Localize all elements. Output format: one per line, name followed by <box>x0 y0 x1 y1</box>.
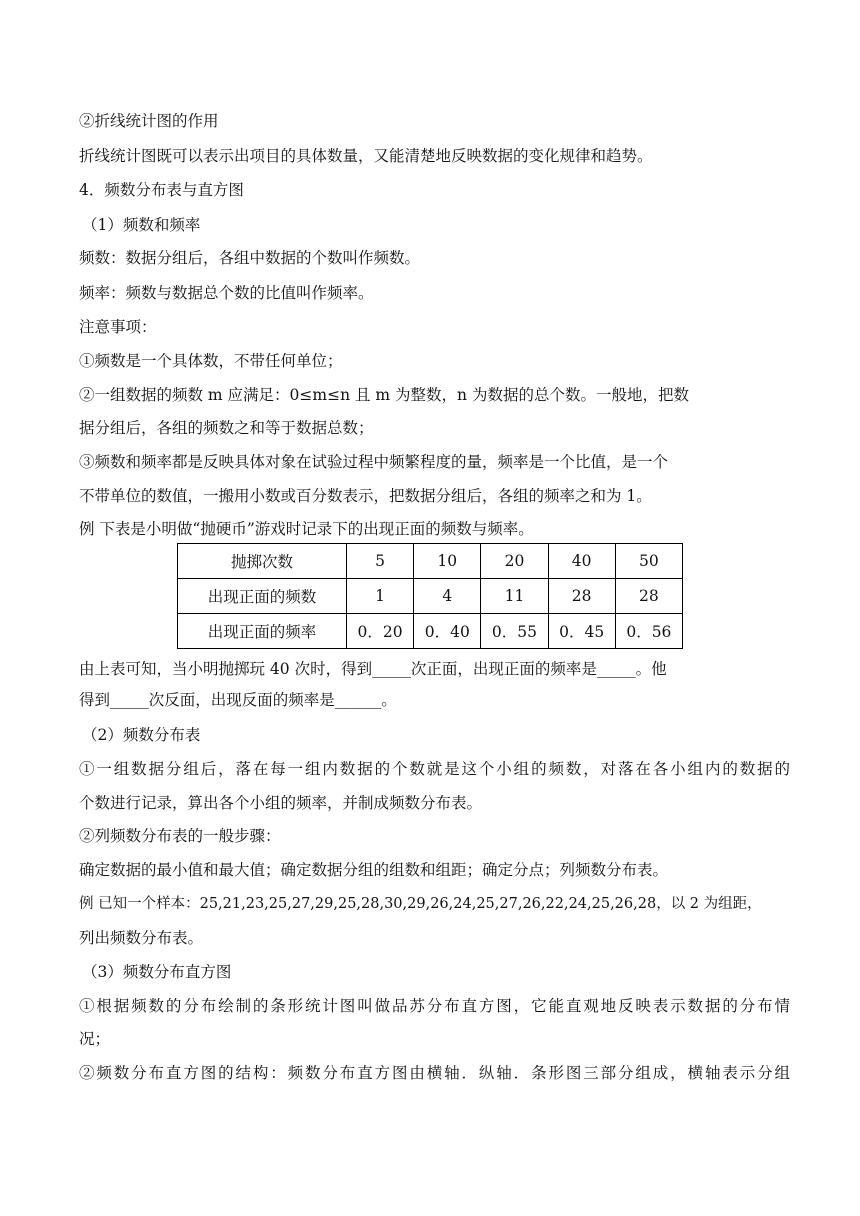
table-cell: 0．56 <box>615 614 682 649</box>
table-cell: 50 <box>615 544 682 579</box>
table-cell: 0．40 <box>414 614 481 649</box>
table-cell: 0．45 <box>548 614 615 649</box>
table-cell: 11 <box>481 579 548 614</box>
table-cell: 4 <box>414 579 481 614</box>
text-line: 不带单位的数值，一搬用小数或百分数表示，把数据分组后，各组的频率之和为 1。 <box>79 487 652 505</box>
table-cell: 1 <box>347 579 414 614</box>
table-row <box>178 579 683 614</box>
table-cell: 10 <box>414 544 481 579</box>
row-label: 抛掷次数 <box>178 544 347 579</box>
subsection-heading: （3）频数分布直方图 <box>82 963 232 981</box>
text-line: ②一组数据的频数 m 应满足：0≤m≤n 且 m 为整数，n 为数据的总个数。一般地，把数 <box>79 386 689 404</box>
table-cell: 40 <box>548 544 615 579</box>
text-line: 折线统计图既可以表示出项目的具体数量，又能清楚地反映数据的变化规律和趋势。 <box>79 147 653 165</box>
example-line: 例 已知一个样本：25,21,23,25,27,29,25,28,30,29,26,24,25,27,26,22,24,25,26,28，以 2 为组距， <box>79 896 762 912</box>
text-line: 列出频数分布表。 <box>79 929 204 947</box>
frequency-table <box>177 543 683 649</box>
section-heading: 4．频数分布表与直方图 <box>79 181 244 199</box>
text-line: 据分组后，各组的频数之和等于数据总数； <box>79 419 374 437</box>
question-line: 由上表可知，当小明抛掷玩 40 次时，得到_____次正面，出现正面的频率是_____。他 <box>79 660 667 678</box>
text-line: 况； <box>79 1030 111 1048</box>
text-line: ③频数和频率都是反映具体对象在试验过程中频繁程度的量，频率是一个比值，是一个 <box>79 453 669 471</box>
example-line: 例 下表是小明做“抛硬币”游戏时记录下的出现正面的频数与频率。 <box>79 520 534 538</box>
text-line: ②列频数分布表的一般步骤： <box>79 827 281 845</box>
text-line: 个数进行记录，算出各个小组的频率，并制成频数分布表。 <box>79 794 483 812</box>
table-cell: 0．55 <box>481 614 548 649</box>
table-cell: 0．20 <box>347 614 414 649</box>
table-cell: 5 <box>347 544 414 579</box>
text-line: 频率：频数与数据总个数的比值叫作频率。 <box>79 284 374 302</box>
text-line: 确定数据的最小值和最大值；确定数据分组的组数和组距；确定分点；列频数分布表。 <box>79 861 669 879</box>
text-line: ①根据频数的分布绘制的条形统计图叫做品苏分布直方图，它能直观地反映表示数据的分布情 <box>79 997 790 1015</box>
table-cell: 28 <box>548 579 615 614</box>
text-line: 注意事项： <box>79 318 157 336</box>
text-line: 频数：数据分组后，各组中数据的个数叫作频数。 <box>79 249 421 267</box>
text-line: ②折线统计图的作用 <box>79 112 219 130</box>
table-cell: 28 <box>615 579 682 614</box>
subsection-heading: （1）频数和频率 <box>82 216 201 234</box>
text-line: ②频数分布直方图的结构：频数分布直方图由横轴．纵轴．条形图三部分组成，横轴表示分组 <box>79 1064 790 1082</box>
table-cell: 20 <box>481 544 548 579</box>
table-row <box>178 544 683 579</box>
row-label: 出现正面的频率 <box>178 614 347 649</box>
row-label: 出现正面的频数 <box>178 579 347 614</box>
text-line: ①一组数据分组后，落在每一组内数据的个数就是这个小组的频数，对落在各小组内的数据的 <box>79 760 790 778</box>
subsection-heading: （2）频数分布表 <box>82 726 201 744</box>
table-row <box>178 614 683 649</box>
text-line: ①频数是一个具体数，不带任何单位； <box>79 352 343 370</box>
question-line: 得到_____次反面，出现反面的频率是______。 <box>79 691 397 709</box>
